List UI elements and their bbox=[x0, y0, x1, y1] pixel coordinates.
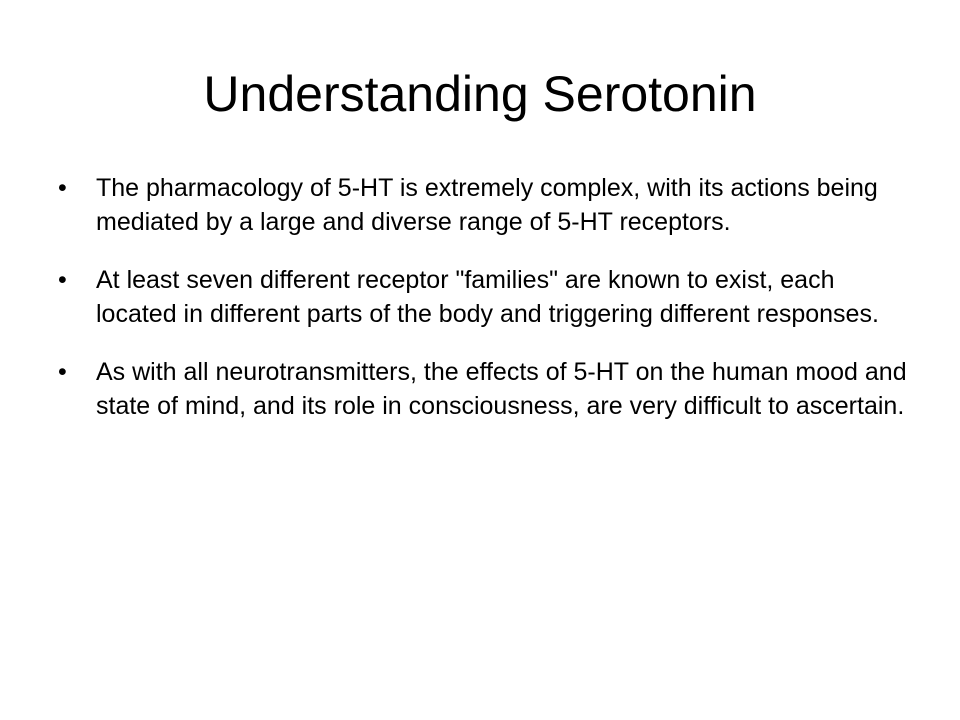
bullet-item bbox=[58, 355, 908, 423]
bullet-text: As with all neurotransmitters, the effects of 5-HT on the human mood and state of mind, and its role in consciousness, are very difficult to ascertain. bbox=[96, 358, 907, 420]
bullet-dot-icon: • bbox=[58, 174, 67, 202]
slide-title: Understanding Serotonin bbox=[203, 66, 757, 122]
bullet-text: At least seven different receptor "families" are known to exist, each located in different parts of the body and triggering different responses. bbox=[96, 266, 879, 328]
bullet-dot-icon: • bbox=[58, 358, 67, 386]
bullet-item bbox=[58, 263, 908, 331]
bullet-list bbox=[58, 171, 908, 447]
bullet-text: The pharmacology of 5-HT is extremely complex, with its actions being mediated by a large and diverse range of 5-HT receptors. bbox=[96, 174, 878, 236]
bullet-dot-icon: • bbox=[58, 266, 67, 294]
bullet-item bbox=[58, 171, 908, 239]
